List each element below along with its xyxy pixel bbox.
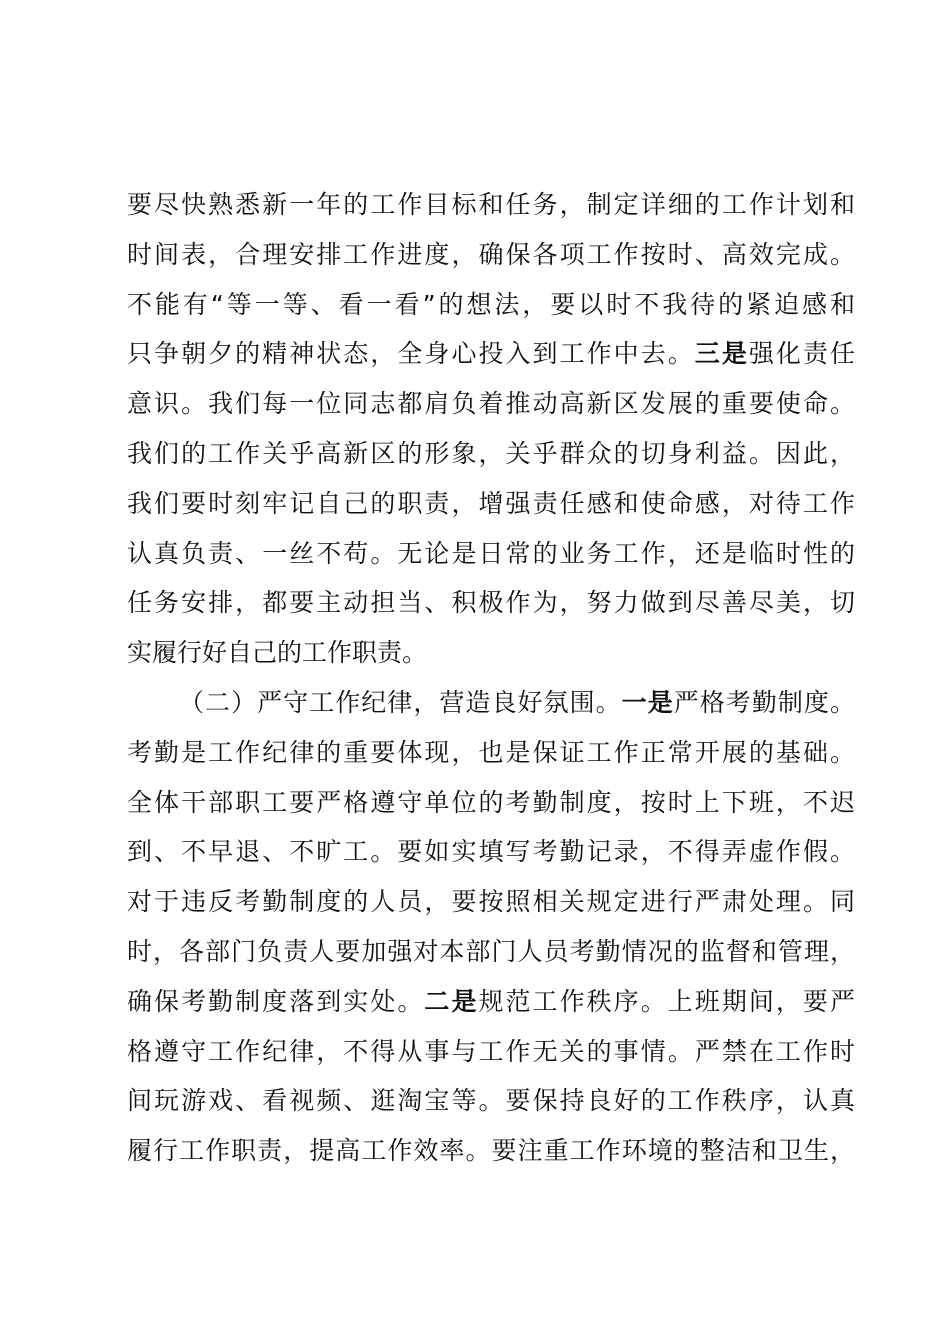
text-segment: 我们要时刻牢记自己的职责，增强责任感和使命感，对待工作 — [127, 488, 855, 518]
text-line — [127, 379, 855, 429]
text-segment: 履行工作职责，提高工作效率。要注重工作环境的整洁和卫生， — [127, 1136, 855, 1166]
text-line — [127, 230, 855, 280]
text-segment: 严格考勤制度。 — [673, 687, 855, 717]
text-segment: 时间表，合理安排工作进度，确保各项工作按时、高效完成。 — [127, 239, 855, 269]
text-line — [127, 1027, 855, 1077]
text-line — [127, 479, 855, 529]
text-segment: （二）严守工作纪律，营造良好氛围。 — [179, 687, 622, 717]
text-line — [127, 977, 855, 1027]
text-segment: 意识。我们每一位同志都肩负着推动高新区发展的重要使命。 — [127, 389, 855, 419]
bold-keyword: 二是 — [424, 986, 479, 1016]
text-segment: 规范工作秩序。上班期间，要严 — [478, 986, 855, 1016]
text-line — [127, 778, 855, 828]
body-text — [127, 180, 855, 1176]
text-line — [127, 827, 855, 877]
text-segment: 考勤是工作纪律的重要体现，也是保证工作正常开展的基础。 — [127, 737, 855, 767]
text-segment: 时，各部门负责人要加强对本部门人员考勤情况的监督和管理， — [127, 936, 855, 966]
text-segment: 到、不早退、不旷工。要如实填写考勤记录，不得弄虚作假。 — [127, 837, 855, 867]
text-segment: 任务安排，都要主动担当、积极作为，努力做到尽善尽美，切 — [127, 588, 855, 618]
text-segment: 格遵守工作纪律，不得从事与工作无关的事情。严禁在工作时 — [127, 1036, 855, 1066]
text-segment: 实履行好自己的工作职责。 — [127, 638, 428, 668]
text-segment: 强化责任 — [748, 339, 855, 369]
text-line — [127, 529, 855, 579]
text-segment: 要尽快熟悉新一年的工作目标和任务，制定详细的工作计划和 — [127, 190, 855, 219]
text-line — [127, 329, 855, 379]
text-segment: 确保考勤制度落到实处。 — [127, 986, 425, 1016]
text-line — [127, 628, 855, 678]
text-segment: 只争朝夕的精神状态，全身心投入到工作中去。 — [127, 339, 695, 369]
text-segment: 不能有“等一等、看一看”的想法，要以时不我待的紧迫感和 — [127, 289, 855, 319]
text-segment: 对于违反考勤制度的人员，要按照相关规定进行严肃处理。同 — [127, 887, 855, 917]
text-segment: 我们的工作关乎高新区的形象，关乎群众的切身利益。因此， — [127, 438, 855, 468]
text-line — [127, 1126, 855, 1176]
bold-keyword: 一是 — [621, 687, 674, 717]
text-segment: 间玩游戏、看视频、逛淘宝等。要保持良好的工作秩序，认真 — [127, 1086, 855, 1116]
bold-keyword: 三是 — [694, 339, 749, 369]
text-line — [127, 1076, 855, 1126]
text-line — [127, 877, 855, 927]
text-line — [127, 728, 855, 778]
text-line — [127, 678, 855, 728]
text-line — [127, 280, 855, 330]
text-segment: 认真负责、一丝不苟。无论是日常的业务工作，还是临时性的 — [127, 538, 855, 568]
text-line — [127, 429, 855, 479]
text-line — [127, 927, 855, 977]
text-line — [127, 578, 855, 628]
text-segment: 全体干部职工要严格遵守单位的考勤制度，按时上下班，不迟 — [127, 787, 855, 817]
text-line — [127, 180, 855, 230]
